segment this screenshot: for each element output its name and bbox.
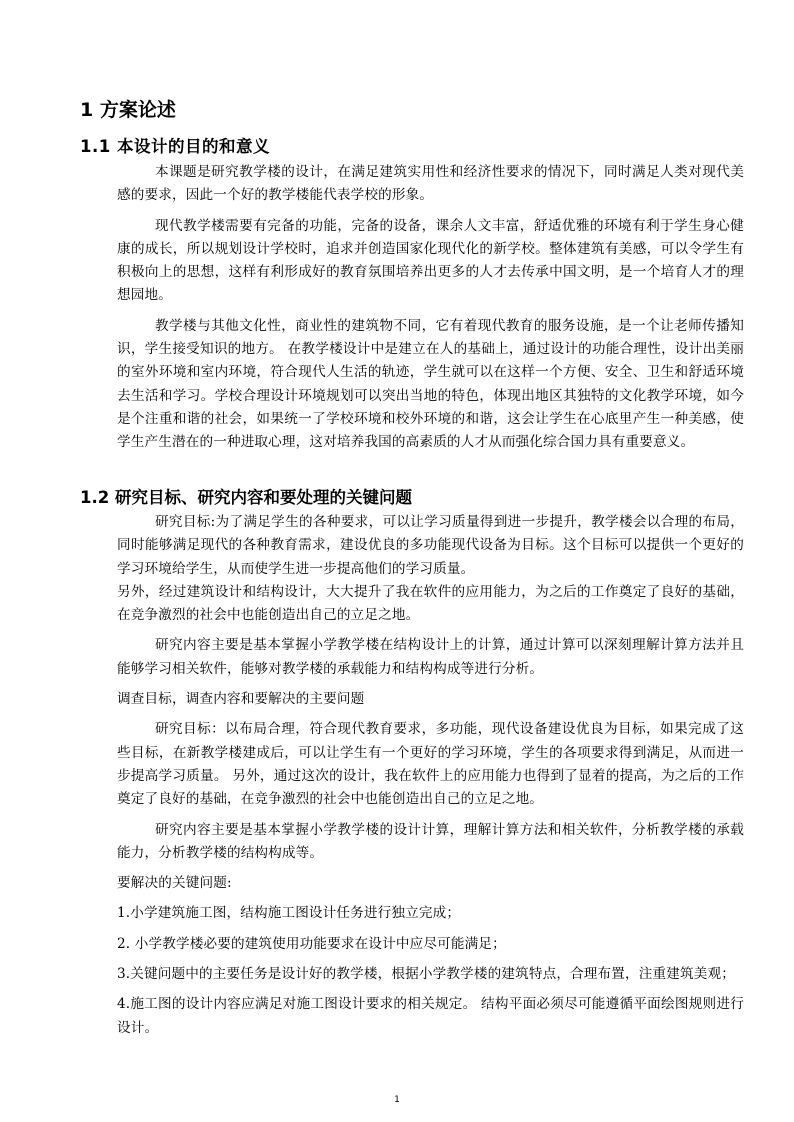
paragraph: 研究内容主要是基本掌握小学教学楼在结构设计上的计算，通过计算可以深刻理解计算方法并且能够学习相关软件，能够对教学楼的承载能力和结构构成等进行分析。 <box>117 637 744 677</box>
paragraph: 教学楼与其他文化性，商业性的建筑物不同，它有着现代教育的服务设施，是一个让老师传播知识，学生接受知识的地方。 在教学楼设计中是建立在人的基础上，通过设计的功能合理性，设计出美丽的室外环境和室内环境，符合现代人生活的轨迹，学生就可以在这样一个方便、安全、卫生和舒适环境去生活和学习。学校合理设计环境规划可以突出当地的特色，体现出地区其独特的文化教学环境，如今是个注重和谐的社会，如果统一了学校环境和校外环境的和谐，这会让学生在心底里产生一种美感，使学生产生潜在的一种进取心理，这对培养我国的高素质的人才从而强化综合国力具有重要意义。 <box>117 317 744 451</box>
section-1-1-body <box>117 161 744 455</box>
paragraph: 研究内容主要是基本掌握小学教学楼的设计计算，理解计算方法和相关软件，分析教学楼的承载能力，分析教学楼的结构构成等。 <box>117 821 744 861</box>
list-item: 4.施工图的设计内容应满足对施工图设计要求的相关规定。 结构平面必须尽可能遵循平面绘图规则进行设计。 <box>117 996 744 1036</box>
paragraph: 研究目标:为了满足学生的各种要求，可以让学习质量得到进一步提升，教学楼会以合理的布局，同时能够满足现代的各种教育需求，建设优良的多功能现代设备为目标。这个目标可以提供一个更好的学习环境给学生，从而使学生进一步提高他们的学习质量。 <box>117 514 744 577</box>
section-heading-1-1: 1.1 本设计的目的和意义 <box>80 137 270 156</box>
paragraph: 本课题是研究教学楼的设计，在满足建筑实用性和经济性要求的情况下，同时满足人类对现代美感的要求，因此一个好的教学楼能代表学校的形象。 <box>117 164 744 204</box>
paragraph: 现代教学楼需要有完备的功能，完备的设备，课余人文丰富，舒适优雅的环境有利于学生身心健康的成长，所以规划设计学校时，追求并创造国家化现代化的新学校。整体建筑有美感，可以令学生有积极向上的思想，这样有利形成好的教育氛围培养出更多的人才去传承中国文明，是一个培育人才的理想园地。 <box>117 217 744 304</box>
list-item: 2. 小学教学楼必要的建筑使用功能要求在设计中应尽可能满足； <box>117 935 506 952</box>
page-number: 1 <box>394 1095 400 1105</box>
section-1-2-body <box>117 511 744 1040</box>
list-item: 1.小学建筑施工图，结构施工图设计任务进行独立完成； <box>117 905 461 922</box>
paragraph: 研究目标：以布局合理，符合现代教育要求，多功能，现代设备建设优良为目标，如果完成了这些目标，在新教学楼建成后，可以让学生有一个更好的学习环境，学生的各项要求得到满足，从而进一步提高学习质量。 另外，通过这次的设计，我在软件上的应用能力也得到了显着的提高，为之后的工作奠定了良好的基础，在竞争激烈的社会中也能创造出自己的立足之地。 <box>117 721 744 808</box>
section-heading-1-2: 1.2 研究目标、研究内容和要处理的关键问题 <box>80 488 412 507</box>
paragraph: 另外，经过建筑设计和结构设计，大大提升了我在软件的应用能力，为之后的工作奠定了良好的基础，在竞争激烈的社会中也能创造出自己的立足之地。 <box>117 583 744 624</box>
paragraph: 调查目标，调查内容和要解决的主要问题 <box>117 691 365 708</box>
paragraph: 要解决的关键问题: <box>117 875 232 892</box>
chapter-heading: 1 方案论述 <box>80 99 176 121</box>
list-item: 3.关键问题中的主要任务是设计好的教学楼，根据小学教学楼的建筑特点，合理布置，注重建筑美观； <box>117 966 735 983</box>
